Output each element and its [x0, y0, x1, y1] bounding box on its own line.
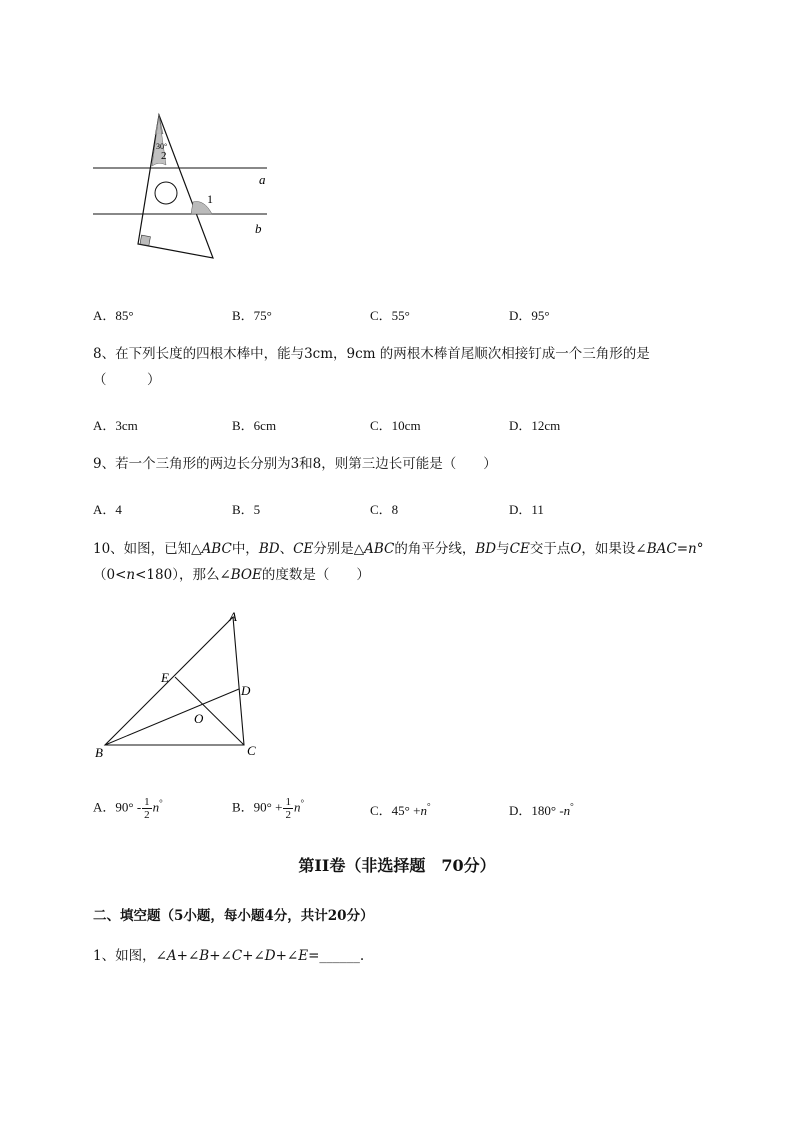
q10-bac: BAC [646, 541, 677, 557]
frac-num: 1 [144, 796, 150, 808]
q10-boe: BOE [230, 567, 262, 583]
q7-option-c: C．55° [370, 308, 410, 323]
q10-o: O [570, 541, 582, 557]
label-30: 30° [156, 142, 168, 151]
label-b: b [255, 221, 262, 236]
q9-option-c: C．8 [370, 502, 399, 517]
q10-question [93, 538, 703, 560]
q10-abc: ABC [201, 541, 232, 557]
q10-option-b [232, 796, 304, 821]
fill-question-1-expr: ∠A+∠B+∠C+∠D+∠E [155, 948, 309, 964]
q10-text: 、 [279, 541, 294, 557]
q9-option-b: B．5 [232, 502, 261, 517]
q7-option-a: A．85° [93, 308, 134, 323]
frac-num: 1 [285, 796, 291, 808]
label-E: E [161, 670, 169, 685]
q10-text: 交于点 [529, 541, 571, 557]
q10-text: 中， [231, 541, 259, 557]
q7-option-d: D．95° [509, 308, 550, 323]
q10-option-a-text: A．90° - [93, 799, 142, 815]
q8-option-c: C．10cm [370, 418, 421, 433]
frac-den: 2 [144, 809, 150, 821]
q10-option-c-text: C．45° + [370, 803, 421, 818]
fill-question-1 [93, 945, 364, 967]
q10-text: = [676, 541, 689, 557]
q10-option-c [370, 800, 431, 819]
q9-option-a: A．4 [93, 502, 122, 517]
q10-text: 10、如图，已知△ [93, 541, 202, 557]
label-a: a [259, 172, 266, 187]
frac-den: 2 [285, 809, 291, 821]
q10-text: （0< [93, 567, 127, 583]
q10-bd: BD [258, 541, 280, 557]
label-A: A [229, 609, 237, 624]
q10-text: <180），那么∠ [135, 567, 231, 583]
q10-option-n: n [293, 799, 301, 815]
q10-text: ° [696, 541, 704, 557]
degree-sign: ° [426, 801, 431, 812]
q10-option-d-text: D．180° - [509, 803, 564, 818]
fill-question-1-blank: =______. [308, 948, 365, 964]
label-D: D [241, 683, 251, 698]
fill-question-1-prefix: 1、如图， [93, 948, 156, 964]
q10-n: n [688, 541, 697, 557]
section-title: 第II卷（非选择题 70分） [298, 856, 496, 875]
triangle-circle [155, 182, 177, 204]
q10-text: 的角平分线， [394, 541, 476, 557]
q10-text: 的度数是（ ） [261, 567, 370, 583]
q10-option-d [509, 800, 574, 819]
q8-option-b: B．6cm [232, 418, 277, 433]
right-angle-mark [140, 235, 150, 245]
q10-ce: CE [509, 541, 530, 557]
label-1: 1 [207, 192, 213, 206]
label-C: C [247, 743, 256, 758]
q10-question-line2 [93, 564, 370, 586]
q7-option-b: B．75° [232, 308, 272, 323]
label-2: 2 [161, 150, 167, 162]
q10-ce: CE [293, 541, 314, 557]
triangle-abc [105, 617, 244, 745]
q10-text: ，如果设∠ [581, 541, 647, 557]
q10-text: 分别是△ [313, 541, 365, 557]
q8-question: 8、在下列长度的四根木棒中，能与3cm，9cm 的两根木棒首尾顺次相接钉成一个三角形的是 [93, 346, 650, 362]
q10-bd: BD [475, 541, 497, 557]
degree-sign: ° [570, 801, 574, 812]
q8-option-a: A．3cm [93, 418, 138, 433]
q10-abc: ABC [364, 541, 395, 557]
label-B: B [95, 745, 103, 760]
q10-n: n [126, 567, 136, 583]
q10-option-b-text: B．90° + [232, 799, 283, 815]
part-title: 二、填空题（5小题，每小题4分，共计20分） [93, 908, 374, 924]
degree-sign: ° [300, 798, 305, 809]
q10-option-n: n [563, 803, 571, 818]
q8-question-blank: （ ） [93, 372, 161, 388]
q8-option-d: D．12cm [509, 418, 561, 433]
q10-option-a [93, 796, 163, 821]
fraction-half [142, 796, 152, 821]
bisector-bd [105, 689, 239, 745]
q10-text: 与 [496, 541, 510, 557]
q10-option-n: n [152, 799, 160, 815]
degree-sign: ° [159, 798, 163, 809]
fraction-half [283, 796, 293, 821]
q9-question: 9、若一个三角形的两边长分别为3和8，则第三边长可能是（ ） [93, 456, 497, 472]
triangle-abc-figure [90, 605, 270, 765]
label-O: O [194, 711, 204, 726]
q9-option-d: D．11 [509, 502, 544, 517]
q10-option-n: n [420, 803, 427, 818]
parallel-lines-triangle-figure [85, 105, 285, 270]
